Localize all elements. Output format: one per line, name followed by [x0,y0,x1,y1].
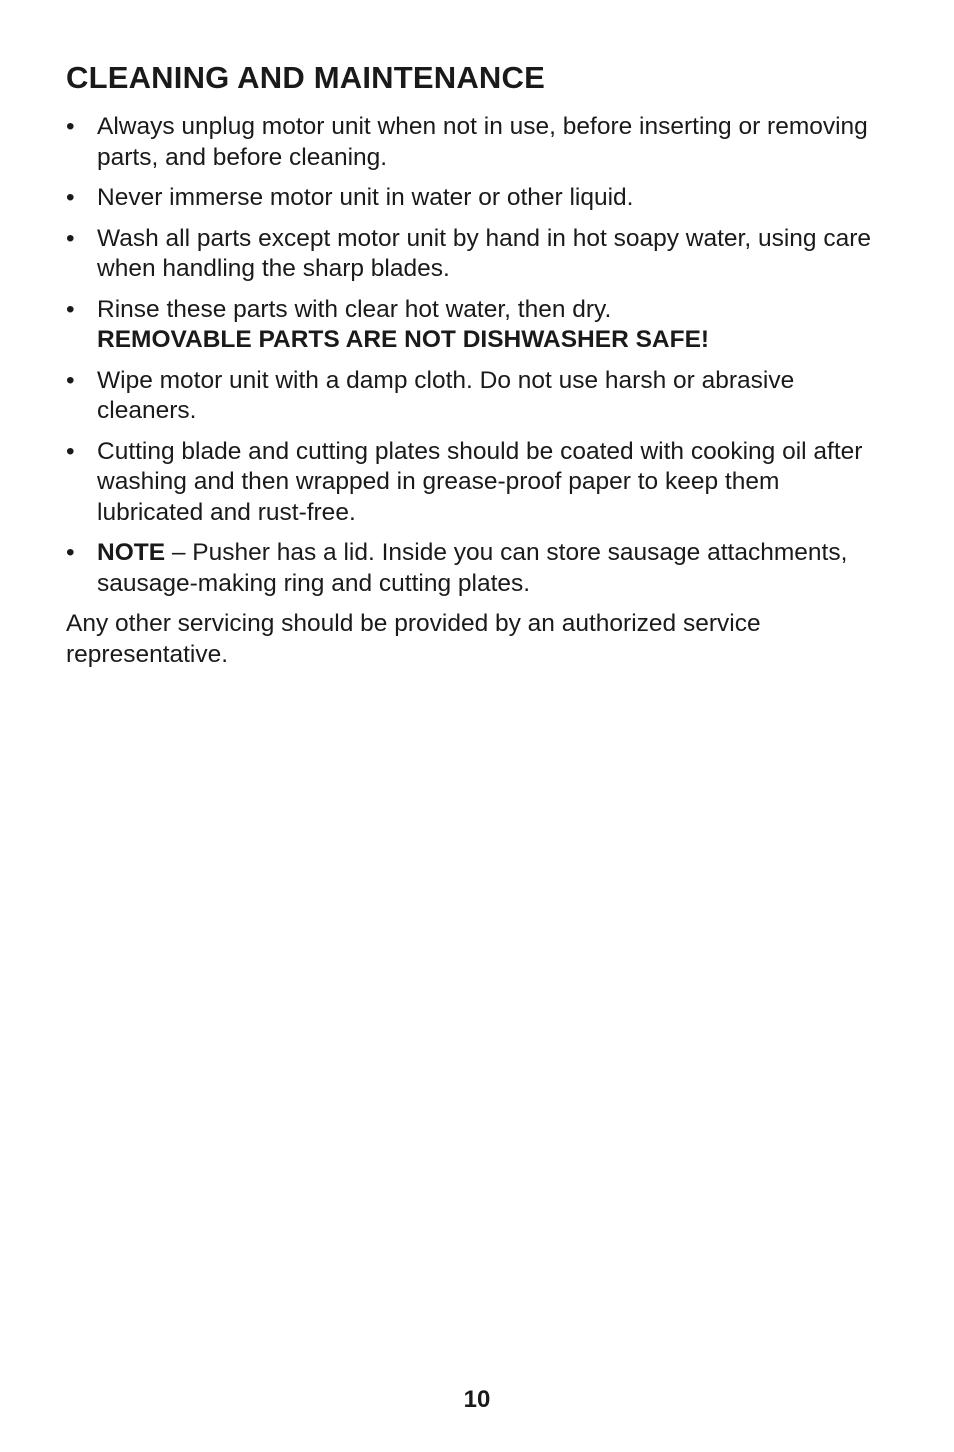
list-item [66,112,892,173]
note-label: NOTE [97,539,166,566]
item-text: Always unplug motor unit when not in use, before inserting or removing parts, and before cleaning. [97,113,868,171]
list-item [66,366,892,427]
list-item [66,437,892,529]
list-item [66,295,892,356]
item-text: Wipe motor unit with a damp cloth. Do not use harsh or abrasive cleaners. [97,366,795,424]
bullet-icon: • [66,295,75,323]
item-text: Never immerse motor unit in water or other liquid. [97,184,634,211]
dishwasher-warning: REMOVABLE PARTS ARE NOT DISHWASHER SAFE! [97,326,710,353]
bullet-icon: • [66,113,75,140]
list-item [66,183,892,214]
bullet-icon: • [66,437,75,465]
item-text: Wash all parts except motor unit by hand in hot soapy water, using care when handling the sharp blades. [97,224,871,282]
bullet-icon: • [66,224,75,252]
closing-paragraph: Any other servicing should be provided by an authorized service representative. [66,610,761,668]
item-text: Cutting blade and cutting plates should be coated with cooking oil after washing and then wrapped in grease-proof paper to keep them lubricated and rust-free. [97,437,863,526]
bullet-icon: • [66,184,75,211]
section-title: CLEANING AND MAINTENANCE [66,60,545,95]
instruction-list [66,112,892,599]
item-text: – Pusher has a lid. Inside you can store sausage attachments, sausage-making ring and cutting plates. [97,539,848,597]
list-item [66,224,892,285]
bullet-icon: • [66,539,75,566]
manual-page [66,58,892,670]
page-number: 10 [463,1386,491,1413]
bullet-icon: • [66,366,75,394]
item-text: Rinse these parts with clear hot water, then dry. [97,295,612,323]
list-item [66,538,892,599]
